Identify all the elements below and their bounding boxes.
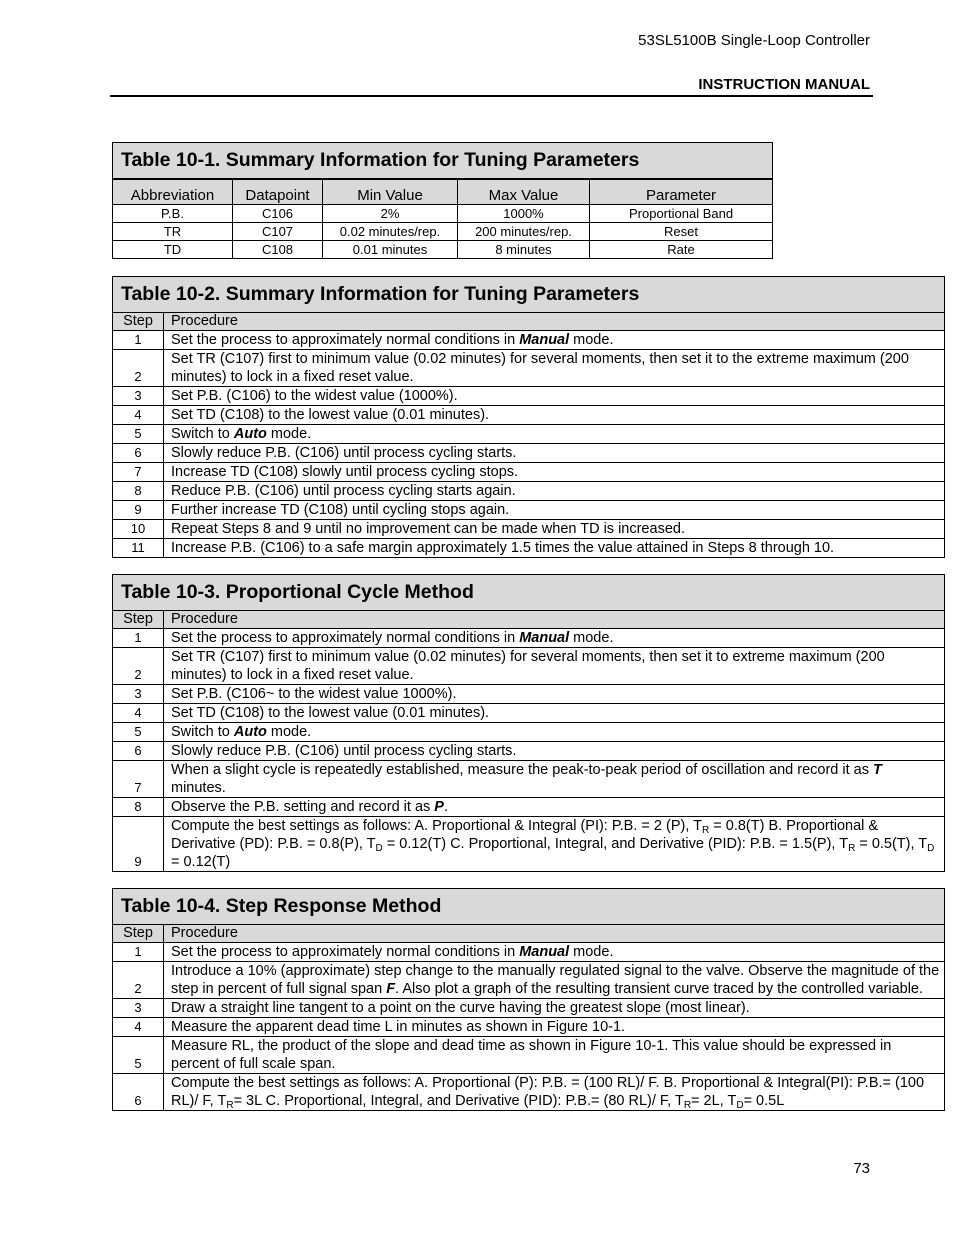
- text-segment: Set TR (C107) first to minimum value (0.02 minutes) for several moments, then set it to extreme maximum (200 minutes) to lock in a fixed reset value.: [171, 649, 885, 683]
- text-segment: Reduce P.B. (C106) until process cycling starts again.: [171, 483, 516, 499]
- procedure-text: [164, 962, 945, 999]
- procedure-row: [113, 742, 945, 761]
- step-number: 1: [113, 331, 164, 350]
- header-divider: [110, 95, 873, 97]
- column-header-parameter: Parameter: [590, 179, 773, 205]
- text-segment: Slowly reduce P.B. (C106) until process cycling starts.: [171, 743, 517, 759]
- table-cell: TR: [113, 223, 233, 241]
- text-segment: Set P.B. (C106~ to the widest value 1000%).: [171, 686, 457, 702]
- emphasis-text: T: [873, 762, 882, 778]
- text-segment: Increase P.B. (C106) to a safe margin approximately 1.5 times the value attained in Steps 8 through 10.: [171, 540, 835, 556]
- step-number: 2: [113, 962, 164, 999]
- procedure-rows: [113, 629, 945, 872]
- column-header-datapoint: Datapoint: [233, 179, 323, 205]
- text-segment: mode.: [266, 426, 312, 442]
- text-segment: Compute the best settings as follows: A. Proportional & Integral (PI): P.B. = 2 (P), T: [171, 818, 702, 834]
- text-segment: Further increase TD (C108) until cycling stops again.: [171, 502, 510, 518]
- procedure-text: [164, 1037, 945, 1074]
- step-number: 6: [113, 1074, 164, 1111]
- text-segment: Draw a straight line tangent to a point on the curve having the greatest slope (most linear).: [171, 1000, 750, 1016]
- emphasis-text: Auto: [233, 724, 267, 740]
- subscript: R: [848, 843, 856, 854]
- text-segment: Set P.B. (C106) to the widest value (1000%).: [171, 388, 458, 404]
- text-segment: Set TR (C107) first to minimum value (0.02 minutes) for several moments, then set it to the extreme maximum (200 minutes) to lock in a fixed reset value.: [171, 351, 909, 385]
- text-segment: Measure the apparent dead time L in minutes as shown in Figure 10-1.: [171, 1019, 626, 1035]
- step-number: 3: [113, 387, 164, 406]
- procedure-text: [164, 1018, 945, 1037]
- text-segment: Measure RL, the product of the slope and dead time as shown in Figure 10-1. This value should be expressed in percent of full scale span.: [171, 1038, 892, 1072]
- column-header-min-value: Min Value: [323, 179, 458, 205]
- text-segment: = 0.5L: [743, 1093, 785, 1109]
- table-cell: C108: [233, 241, 323, 259]
- procedure-row: [113, 962, 945, 999]
- procedure-row: [113, 331, 945, 350]
- procedure-text: [164, 520, 945, 539]
- procedure-text: [164, 406, 945, 425]
- procedure-text: [164, 761, 945, 798]
- column-header-procedure: Procedure: [164, 313, 945, 331]
- text-segment: Set the process to approximately normal conditions in: [171, 630, 520, 646]
- column-header-step: Step: [113, 611, 164, 629]
- emphasis-text: Manual: [519, 944, 570, 960]
- text-segment: .: [443, 799, 448, 815]
- subscript: R: [702, 825, 710, 836]
- text-segment: Switch to: [171, 724, 234, 740]
- procedure-text: [164, 444, 945, 463]
- emphasis-text: Manual: [519, 630, 570, 646]
- step-number: 8: [113, 482, 164, 501]
- procedure-text: [164, 999, 945, 1018]
- procedure-text: [164, 798, 945, 817]
- column-header-step: Step: [113, 925, 164, 943]
- text-segment: Set TD (C108) to the lowest value (0.01 minutes).: [171, 407, 490, 423]
- procedure-text: [164, 331, 945, 350]
- header-manual-label: INSTRUCTION MANUAL: [698, 76, 870, 93]
- procedure-text: [164, 704, 945, 723]
- procedure-text: [164, 817, 945, 872]
- procedure-row: [113, 943, 945, 962]
- step-number: 10: [113, 520, 164, 539]
- procedure-row: [113, 501, 945, 520]
- procedure-text: [164, 350, 945, 387]
- emphasis-text: F: [386, 981, 396, 997]
- table-cell: Proportional Band: [590, 205, 773, 223]
- procedure-row: [113, 1018, 945, 1037]
- procedure-text: [164, 723, 945, 742]
- procedure-row: [113, 520, 945, 539]
- procedure-row: [113, 1037, 945, 1074]
- step-number: 1: [113, 943, 164, 962]
- step-number: 11: [113, 539, 164, 558]
- step-number: 4: [113, 704, 164, 723]
- step-number: 3: [113, 999, 164, 1018]
- text-segment: = 2L, T: [691, 1093, 737, 1109]
- step-number: 3: [113, 685, 164, 704]
- text-segment: mode.: [569, 630, 614, 646]
- procedure-row: [113, 817, 945, 872]
- table-row: [113, 205, 773, 223]
- procedure-text: [164, 685, 945, 704]
- procedure-row: [113, 406, 945, 425]
- step-number: 4: [113, 406, 164, 425]
- procedure-row: [113, 539, 945, 558]
- table-title: Table 10-4. Step Response Method: [113, 889, 945, 925]
- text-segment: Set the process to approximately normal conditions in: [171, 332, 520, 348]
- procedure-text: [164, 482, 945, 501]
- text-segment: Set TD (C108) to the lowest value (0.01 minutes).: [171, 705, 490, 721]
- procedure-row: [113, 798, 945, 817]
- table-cell: 8 minutes: [458, 241, 590, 259]
- subscript: D: [927, 843, 935, 854]
- text-segment: Observe the P.B. setting and record it as: [171, 799, 435, 815]
- table-row: [113, 223, 773, 241]
- text-segment: mode.: [569, 944, 614, 960]
- header-product-name: 53SL5100B Single-Loop Controller: [638, 32, 870, 49]
- procedure-row: [113, 761, 945, 798]
- step-number: 1: [113, 629, 164, 648]
- text-segment: Compute the best settings as follows: A. Proportional (P): P.B. = (100 RL)/ F. B. Proportional & Integral(PI): P.B.= (100 RL)/ F, T: [171, 1075, 925, 1109]
- table-cell: Reset: [590, 223, 773, 241]
- table-cell: 0.02 minutes/rep.: [323, 223, 458, 241]
- text-segment: minutes.: [171, 780, 226, 796]
- procedure-row: [113, 1074, 945, 1111]
- table-cell: C106: [233, 205, 323, 223]
- column-header-procedure: Procedure: [164, 925, 945, 943]
- step-number: 6: [113, 444, 164, 463]
- text-segment: = 0.5(T), T: [855, 836, 928, 852]
- text-segment: . Also plot a graph of the resulting transient curve traced by the controlled variable.: [395, 981, 924, 997]
- text-segment: = 0.8(T) B. Proportional & Derivative (PD): P.B. = 0.8(P), T: [171, 818, 879, 852]
- step-number: 5: [113, 425, 164, 444]
- text-segment: mode.: [569, 332, 614, 348]
- table-cell: 1000%: [458, 205, 590, 223]
- table-cell: 2%: [323, 205, 458, 223]
- procedure-row: [113, 482, 945, 501]
- table-title: Table 10-2. Summary Information for Tuning Parameters: [113, 277, 945, 313]
- tuning-procedure-table: [112, 276, 945, 558]
- text-segment: Increase TD (C108) slowly until process cycling stops.: [171, 464, 519, 480]
- column-header-max-value: Max Value: [458, 179, 590, 205]
- procedure-row: [113, 704, 945, 723]
- page-number: 73: [853, 1160, 870, 1177]
- step-number: 2: [113, 648, 164, 685]
- table-cell: Rate: [590, 241, 773, 259]
- procedure-text: [164, 463, 945, 482]
- text-segment: = 0.12(T): [171, 854, 231, 870]
- proportional-cycle-table: [112, 574, 945, 872]
- emphasis-text: Manual: [519, 332, 570, 348]
- procedure-row: [113, 999, 945, 1018]
- subscript: R: [226, 1100, 234, 1111]
- procedure-text: [164, 742, 945, 761]
- step-number: 9: [113, 817, 164, 872]
- column-header-procedure: Procedure: [164, 611, 945, 629]
- procedure-row: [113, 648, 945, 685]
- column-header-step: Step: [113, 313, 164, 331]
- text-segment: Repeat Steps 8 and 9 until no improvement can be made when TD is increased.: [171, 521, 685, 537]
- procedure-text: [164, 425, 945, 444]
- column-header-abbreviation: Abbreviation: [113, 179, 233, 205]
- text-segment: Introduce a 10% (approximate) step change to the manually regulated signal to the valve. Observe the magnitude of the step in percent of full signal span: [171, 963, 940, 997]
- table-title: Table 10-1. Summary Information for Tuning Parameters: [113, 143, 773, 180]
- procedure-text: [164, 1074, 945, 1111]
- procedure-text: [164, 501, 945, 520]
- step-number: 7: [113, 463, 164, 482]
- step-number: 4: [113, 1018, 164, 1037]
- procedure-text: [164, 539, 945, 558]
- table-cell: 200 minutes/rep.: [458, 223, 590, 241]
- procedure-text: [164, 648, 945, 685]
- procedure-rows: [113, 943, 945, 1111]
- text-segment: Switch to: [171, 426, 234, 442]
- step-response-table: [112, 888, 945, 1111]
- text-segment: = 3L C. Proportional, Integral, and Derivative (PID): P.B.= (80 RL)/ F, T: [233, 1093, 684, 1109]
- procedure-row: [113, 387, 945, 406]
- procedure-row: [113, 425, 945, 444]
- procedure-text: [164, 943, 945, 962]
- step-number: 7: [113, 761, 164, 798]
- step-number: 5: [113, 723, 164, 742]
- text-segment: = 0.12(T) C. Proportional, Integral, and Derivative (PID): P.B. = 1.5(P), T: [382, 836, 849, 852]
- procedure-row: [113, 723, 945, 742]
- procedure-text: [164, 629, 945, 648]
- step-number: 9: [113, 501, 164, 520]
- step-number: 8: [113, 798, 164, 817]
- subscript: D: [375, 843, 383, 854]
- table-cell: 0.01 minutes: [323, 241, 458, 259]
- step-number: 5: [113, 1037, 164, 1074]
- procedure-row: [113, 444, 945, 463]
- table-row: [113, 241, 773, 259]
- text-segment: Slowly reduce P.B. (C106) until process cycling starts.: [171, 445, 517, 461]
- emphasis-text: Auto: [233, 426, 267, 442]
- table-cell: TD: [113, 241, 233, 259]
- table-cell: P.B.: [113, 205, 233, 223]
- step-number: 6: [113, 742, 164, 761]
- table-cell: C107: [233, 223, 323, 241]
- text-segment: Set the process to approximately normal conditions in: [171, 944, 520, 960]
- tuning-parameters-table: [112, 142, 773, 259]
- text-segment: mode.: [266, 724, 312, 740]
- text-segment: When a slight cycle is repeatedly established, measure the peak-to-peak period of oscillation and record it as: [171, 762, 874, 778]
- subscript: D: [736, 1100, 744, 1111]
- emphasis-text: P: [434, 799, 444, 815]
- step-number: 2: [113, 350, 164, 387]
- table-title: Table 10-3. Proportional Cycle Method: [113, 575, 945, 611]
- procedure-row: [113, 685, 945, 704]
- procedure-text: [164, 387, 945, 406]
- procedure-row: [113, 629, 945, 648]
- procedure-rows: [113, 331, 945, 558]
- procedure-row: [113, 463, 945, 482]
- procedure-row: [113, 350, 945, 387]
- subscript: R: [683, 1100, 692, 1111]
